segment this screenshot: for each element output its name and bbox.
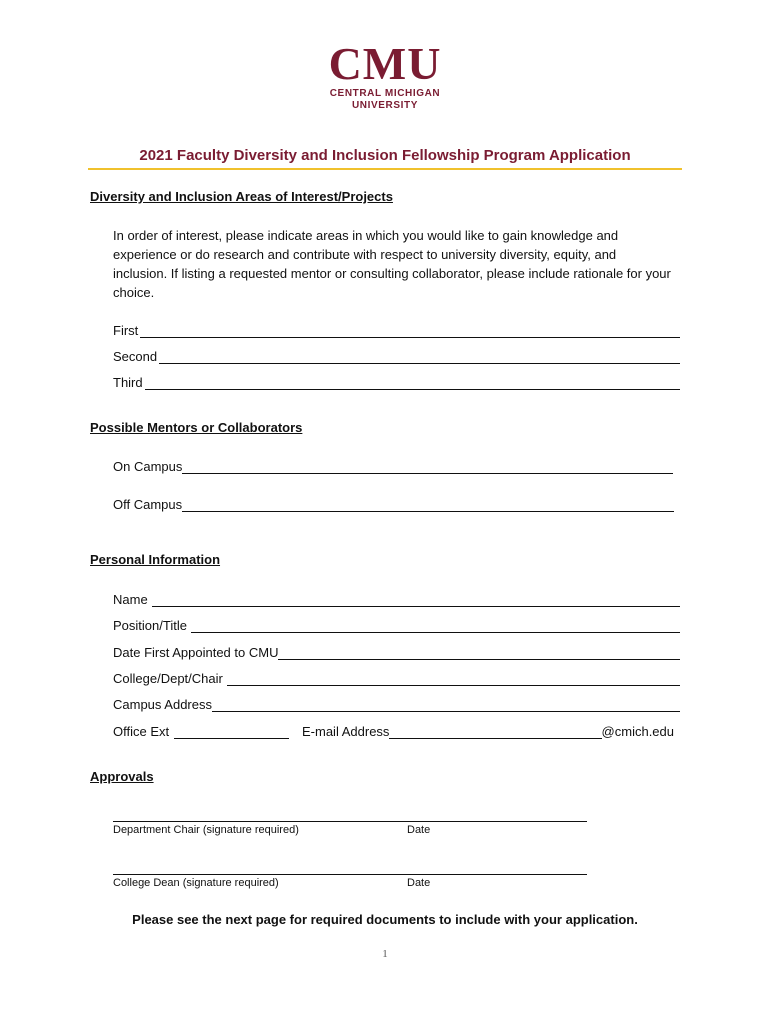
- second-interest-field[interactable]: [113, 346, 680, 364]
- approvals-heading: Approvals: [90, 769, 154, 784]
- email-field[interactable]: [302, 721, 674, 739]
- dean-signature-label: College Dean (signature required): [113, 877, 279, 889]
- office-ext-field[interactable]: [113, 721, 289, 739]
- date-appointed-label: Date First Appointed to CMU: [113, 645, 279, 660]
- campus-address-field[interactable]: [113, 694, 680, 712]
- logo-mark: CMU: [328, 38, 442, 89]
- page-number: 1: [382, 948, 388, 960]
- office-ext-label: Office Ext: [113, 724, 170, 739]
- email-label: E-mail Address: [302, 724, 390, 739]
- campus-address-input-line[interactable]: [212, 697, 680, 712]
- first-input-line[interactable]: [140, 323, 680, 338]
- first-label: First: [113, 323, 139, 338]
- mentors-heading: Possible Mentors or Collaborators: [90, 420, 303, 435]
- office-ext-input-line[interactable]: [174, 724, 289, 739]
- logo-line-1: CENTRAL MICHIGAN: [329, 88, 441, 99]
- college-input-line[interactable]: [227, 671, 680, 686]
- third-label: Third: [113, 375, 143, 390]
- interests-heading: Diversity and Inclusion Areas of Interest/Projects: [90, 189, 393, 204]
- dean-signature-line[interactable]: [113, 874, 587, 875]
- college-label: College/Dept/Chair: [113, 671, 223, 686]
- page-title: 2021 Faculty Diversity and Inclusion Fellowship Program Application: [139, 147, 631, 164]
- second-input-line[interactable]: [159, 349, 680, 364]
- date-appointed-input-line[interactable]: [278, 645, 680, 660]
- off-campus-label: Off Campus: [113, 497, 183, 512]
- chair-signature-line[interactable]: [113, 821, 587, 822]
- position-field[interactable]: [113, 615, 680, 633]
- off-campus-input-line[interactable]: [182, 497, 674, 512]
- personal-heading: Personal Information: [90, 552, 221, 567]
- logo-line-2: UNIVERSITY: [351, 100, 418, 111]
- on-campus-input-line[interactable]: [182, 459, 673, 474]
- cmu-logo: [0, 40, 770, 112]
- dean-date-label: Date: [407, 877, 431, 889]
- on-campus-field[interactable]: [113, 456, 673, 474]
- chair-date-label: Date: [407, 824, 431, 836]
- first-interest-field[interactable]: [113, 320, 680, 338]
- email-input-line[interactable]: [389, 724, 601, 739]
- name-input-line[interactable]: [152, 592, 680, 607]
- chair-signature-label: Department Chair (signature required): [113, 824, 299, 836]
- footer-note: Please see the next page for required documents to include with your application.: [132, 912, 638, 927]
- interests-instructions: In order of interest, please indicate areas in which you would like to gain knowledge and experience or do research and contribute with respect to university diversity, equity, and inclusion. If listing a requested mentor or consulting collaborator, please include rationale for your choice.: [113, 228, 671, 300]
- name-field[interactable]: [113, 589, 680, 607]
- on-campus-label: On Campus: [113, 459, 183, 474]
- third-interest-field[interactable]: [113, 372, 680, 390]
- college-field[interactable]: [113, 668, 680, 686]
- off-campus-field[interactable]: [113, 494, 674, 512]
- title-divider: [88, 168, 682, 170]
- date-appointed-field[interactable]: [113, 642, 680, 660]
- email-domain: @cmich.edu: [601, 724, 674, 739]
- position-label: Position/Title: [113, 618, 187, 633]
- position-input-line[interactable]: [191, 618, 680, 633]
- third-input-line[interactable]: [145, 375, 680, 390]
- campus-address-label: Campus Address: [113, 697, 212, 712]
- second-label: Second: [113, 349, 158, 364]
- name-label: Name: [113, 592, 148, 607]
